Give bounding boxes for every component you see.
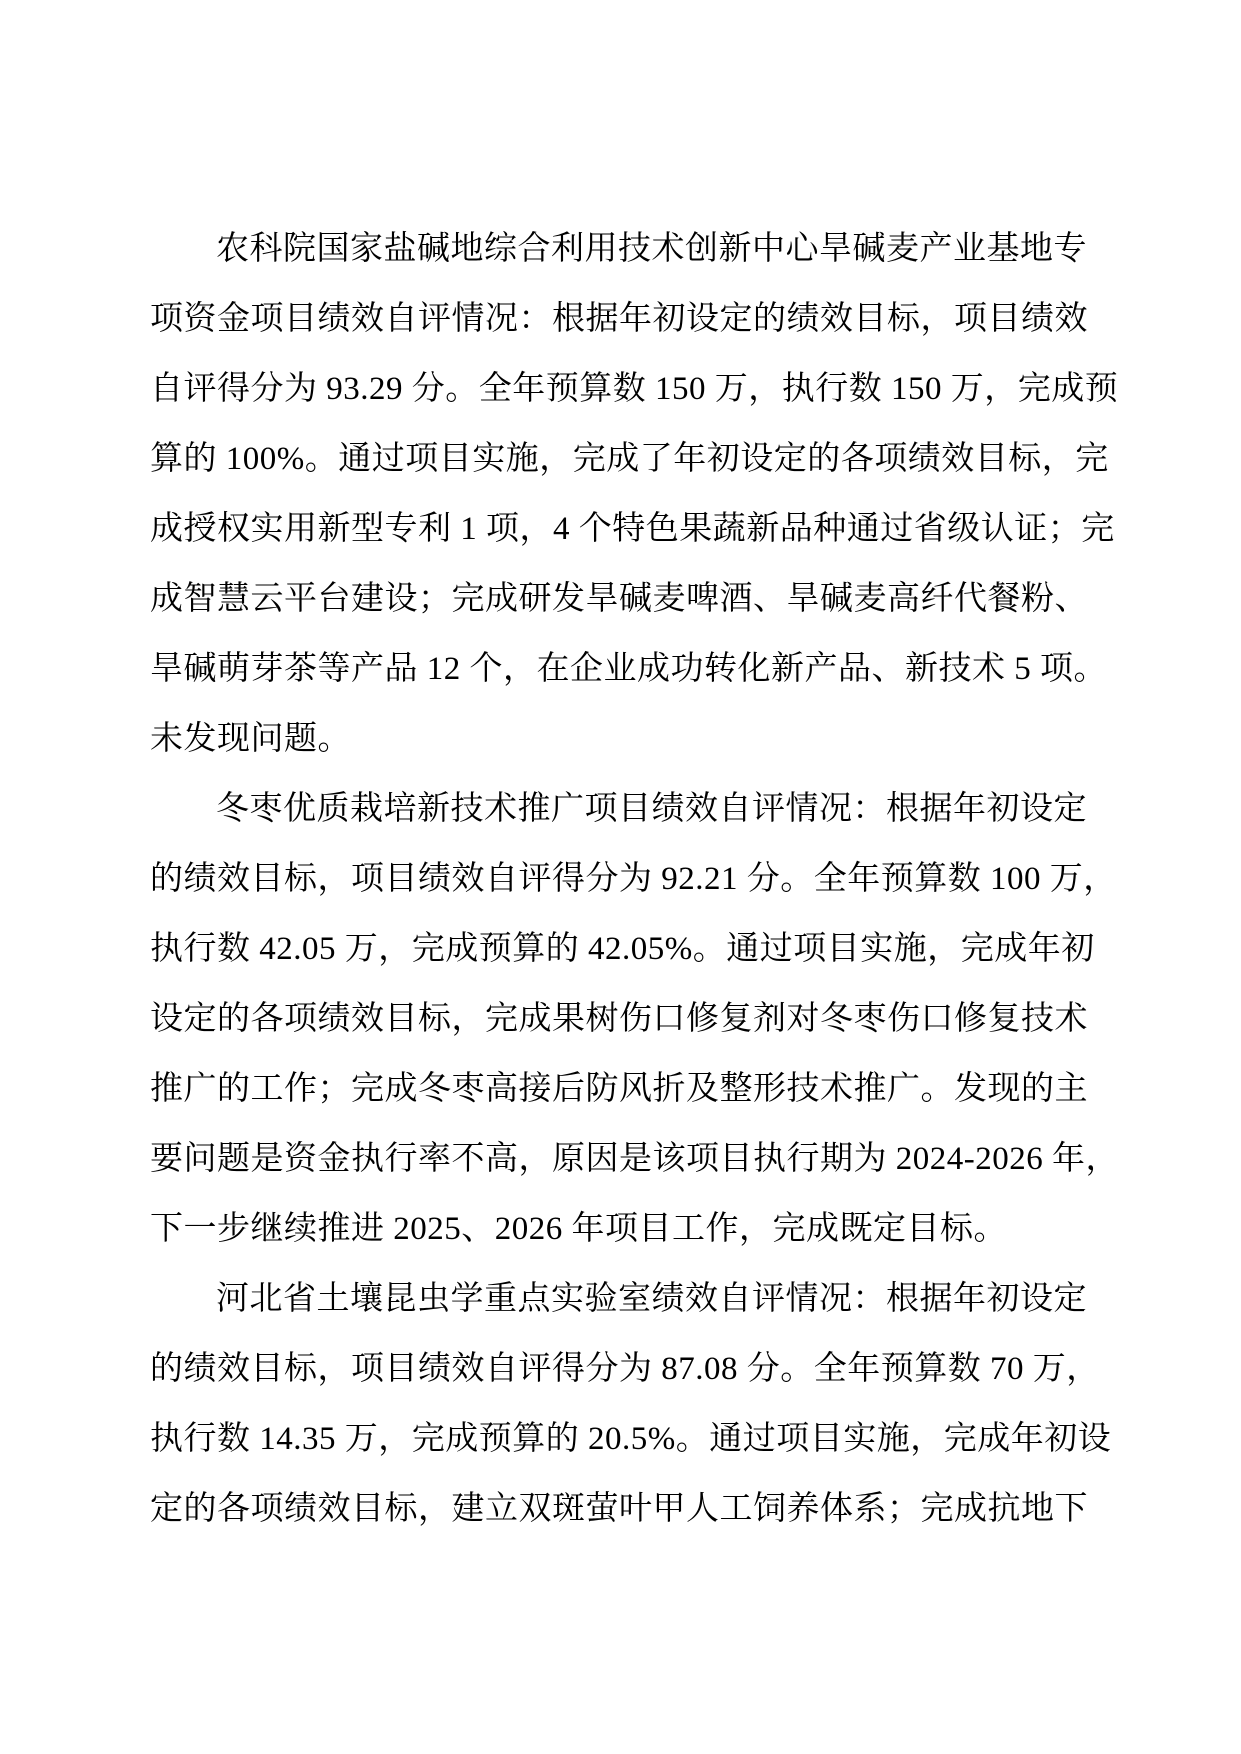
text-line: 设定的各项绩效目标，完成果树伤口修复剂对冬枣伤口修复技术 [150,1001,1088,1037]
text-line: 推广的工作；完成冬枣高接后防风折及整形技术推广。发现的主 [150,1071,1088,1107]
text-line: 未发现问题。 [150,721,351,757]
text-line: 下一步继续推进 2025、2026 年项目工作，完成既定目标。 [150,1211,1007,1247]
document-text-block [150,214,1170,1544]
text-line: 算的 100%。通过项目实施，完成了年初设定的各项绩效目标，完 [150,441,1109,477]
text-line: 的绩效目标，项目绩效自评得分为 92.21 分。全年预算数 100 万， [150,861,1117,897]
text-line: 旱碱萌芽茶等产品 12 个，在企业成功转化新产品、新技术 5 项。 [150,651,1107,687]
text-line: 执行数 14.35 万，完成预算的 20.5%。通过项目实施，完成年初设 [150,1421,1112,1457]
text-line: 成授权实用新型专利 1 项，4 个特色果蔬新品种通过省级认证；完 [150,511,1115,547]
text-line: 农科院国家盐碱地综合利用技术创新中心旱碱麦产业基地专 [216,231,1087,267]
text-line: 执行数 42.05 万，完成预算的 42.05%。通过项目实施，完成年初 [150,931,1095,967]
paragraph-2 [150,774,1170,1264]
paragraph-1 [150,214,1170,774]
text-line: 自评得分为 93.29 分。全年预算数 150 万，执行数 150 万，完成预 [150,371,1119,407]
text-line: 冬枣优质栽培新技术推广项目绩效自评情况：根据年初设定 [216,791,1087,827]
text-line: 河北省土壤昆虫学重点实验室绩效自评情况：根据年初设定 [216,1281,1087,1317]
text-line: 项资金项目绩效自评情况：根据年初设定的绩效目标，项目绩效 [150,301,1088,337]
text-line: 定的各项绩效目标，建立双斑萤叶甲人工饲养体系；完成抗地下 [150,1491,1088,1527]
paragraph-3 [150,1264,1170,1544]
text-line: 成智慧云平台建设；完成研发旱碱麦啤酒、旱碱麦高纤代餐粉、 [150,581,1088,617]
text-line: 的绩效目标，项目绩效自评得分为 87.08 分。全年预算数 70 万， [150,1351,1100,1387]
text-line: 要问题是资金执行率不高，原因是该项目执行期为 2024-2026 年， [150,1141,1119,1177]
